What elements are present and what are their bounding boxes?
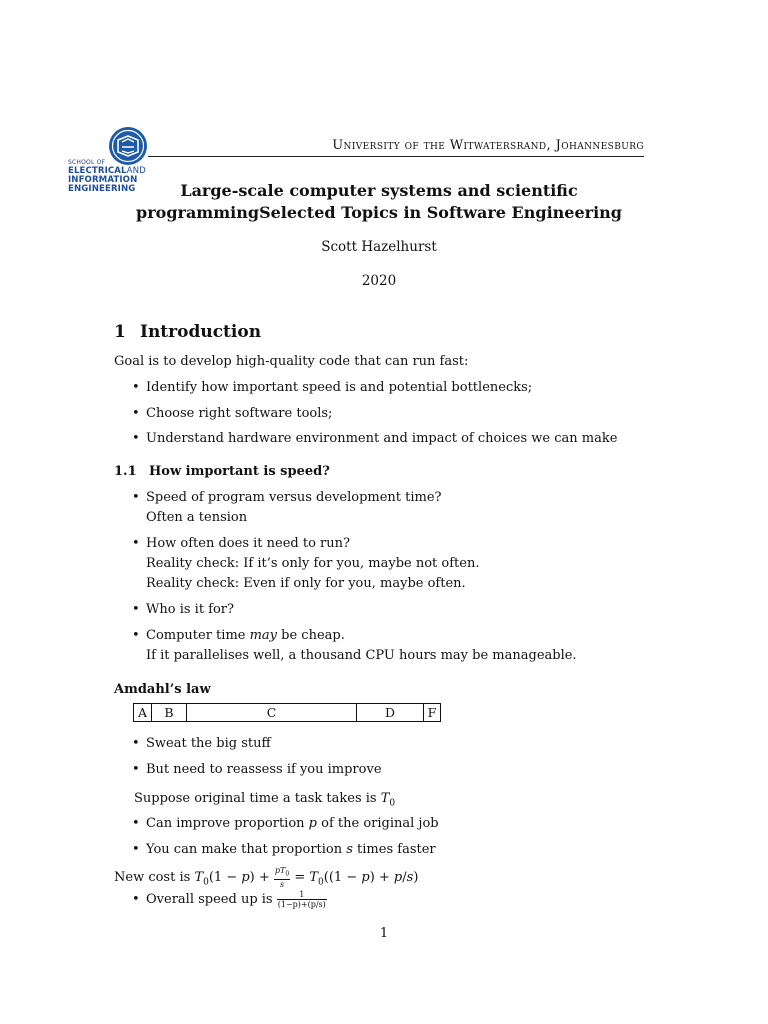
- segment-f: F: [423, 704, 440, 721]
- segment-a: A: [137, 705, 148, 720]
- author: Scott Hazelhurst: [321, 239, 437, 255]
- segment-d: D: [356, 704, 423, 721]
- list-item: • Who is it for?: [132, 602, 234, 617]
- year: 2020: [361, 273, 397, 289]
- logo-information: INFORMATION: [68, 175, 138, 185]
- segment-b: B: [151, 704, 186, 721]
- section-heading: 1 Introduction: [114, 322, 262, 342]
- segment-c: C: [186, 704, 356, 721]
- list-item: • Computer time may be cheap. If it parallelises well, a thousand CPU hours may be manageable.: [132, 628, 577, 663]
- list-item: • Understand hardware environment and impact of choices we can make: [132, 431, 618, 446]
- amdahl-bar: [133, 703, 441, 722]
- new-cost-formula: New cost is $T_0(1 - p)$ + $\frac{pT_0}{s}$ = $T_0((1 - p) + p/s)$: [114, 866, 419, 889]
- wits-emblem-icon: [108, 126, 148, 166]
- title-line-1: Large-scale computer systems and scientific: [180, 181, 578, 200]
- list-item: • Identify how important speed is and potential bottlenecks;: [132, 380, 533, 395]
- intro-paragraph: Goal is to develop high-quality code that can run fast:: [114, 354, 469, 369]
- page-number: 1: [379, 926, 389, 941]
- list-item: • Choose right software tools;: [132, 406, 333, 421]
- list-item: • Sweat the big stuff: [132, 736, 271, 751]
- list-item: • You can make that proportion s times faster: [132, 842, 436, 857]
- list-item: • Overall speed up is $\frac{1}{(1-p)+(p/s)}$: [132, 890, 326, 909]
- paragraph-heading: Amdahl’s law: [114, 682, 211, 697]
- title-line-2: programmingSelected Topics in Software Engineering: [136, 203, 622, 222]
- document-title: [114, 180, 644, 224]
- list-item: • Speed of program versus development time? Often a tension: [132, 490, 442, 525]
- logo-engineering: ENGINEERING: [68, 184, 136, 194]
- subsection-heading: 1.1 How important is speed?: [114, 464, 330, 479]
- suppose-paragraph: Suppose original time a task takes is $T_0$: [134, 791, 396, 809]
- list-item: • But need to reassess if you improve: [132, 762, 382, 777]
- list-item: • How often does it need to run? Reality check: If it’s only for you, maybe not often. Reality check: Even if only for you, maybe often.: [132, 536, 480, 591]
- header-rule: [148, 156, 644, 157]
- logo-electrical: ELECTRICALAND: [68, 166, 146, 176]
- logo-school-of: SCHOOL OF: [68, 159, 106, 166]
- university-name: University of the Witwatersrand, Johannesburg: [332, 138, 644, 153]
- list-item: • Can improve proportion p of the original job: [132, 816, 439, 831]
